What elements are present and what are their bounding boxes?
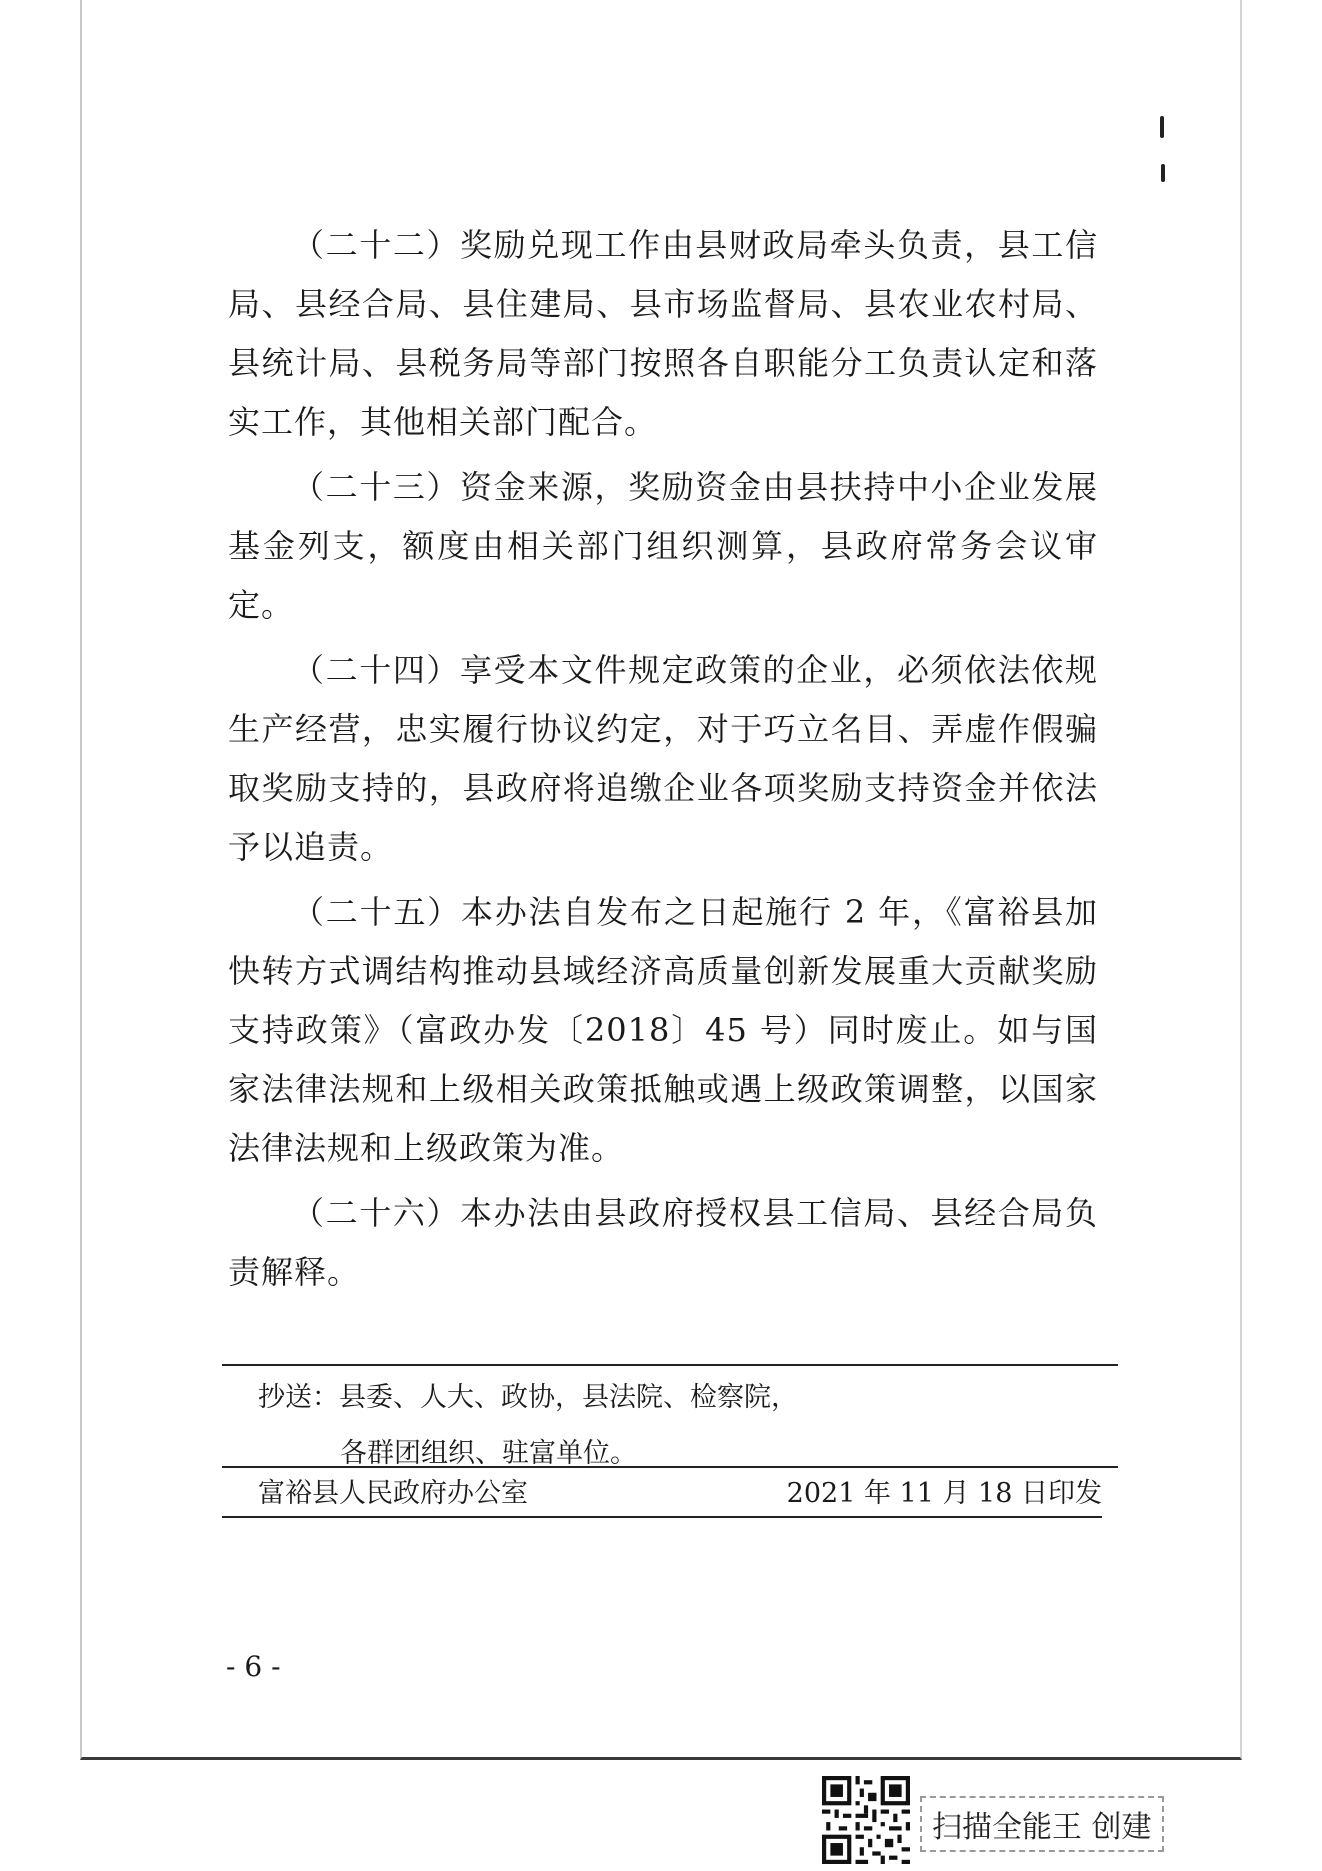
page-number: - 6 - [226, 1650, 281, 1683]
cc-line-1: 抄送：县委、人大、政协，县法院、检察院， [258, 1382, 798, 1413]
scanner-watermark [822, 1774, 1182, 1866]
scan-edge-marks [1158, 112, 1168, 192]
cc-top-rule [222, 1364, 1118, 1366]
qr-code-icon [822, 1776, 910, 1864]
document-body [228, 216, 1098, 1308]
footer-bottom-rule [222, 1516, 1102, 1518]
issue-date: 2021 年 11 月 18 日印发 [786, 1478, 1102, 1509]
clause-22: （二十二）奖励兑现工作由县财政局牵头负责，县工信局、县经合局、县住建局、县市场监督局、县农业农村局、县统计局、县税务局等部门按照各自职能分工负责认定和落实工作，其他相关部门配合。 [228, 226, 1098, 441]
cc-bottom-rule [222, 1466, 1118, 1468]
clause-25: （二十五）本办法自发布之日起施行 2 年，《富裕县加快转方式调结构推动县域经济高质量创新发展重大贡献奖励支持政策》（富政办发〔2018〕45 号）同时废止。如与国家法律法规和上级相关政策抵触或遇上级政策调整，以国家法律法规和上级政策为准。 [228, 893, 1098, 1167]
scanner-label: 扫描全能王 创建 [920, 1796, 1164, 1852]
issuing-office: 富裕县人民政府办公室 [258, 1478, 528, 1509]
clause-24: （二十四）享受本文件规定政策的企业，必须依法依规生产经营，忠实履行协议约定，对于巧立名目、弄虚作假骗取奖励支持的，县政府将追缴企业各项奖励支持资金并依法予以追责。 [228, 651, 1098, 866]
clause-26: （二十六）本办法由县政府授权县工信局、县经合局负责解释。 [228, 1194, 1098, 1291]
clause-23: （二十三）资金来源，奖励资金由县扶持中小企业发展基金列支，额度由相关部门组织测算，县政府常务会议审定。 [228, 468, 1098, 624]
cc-line-2: 各群团组织、驻富单位。 [340, 1438, 637, 1469]
